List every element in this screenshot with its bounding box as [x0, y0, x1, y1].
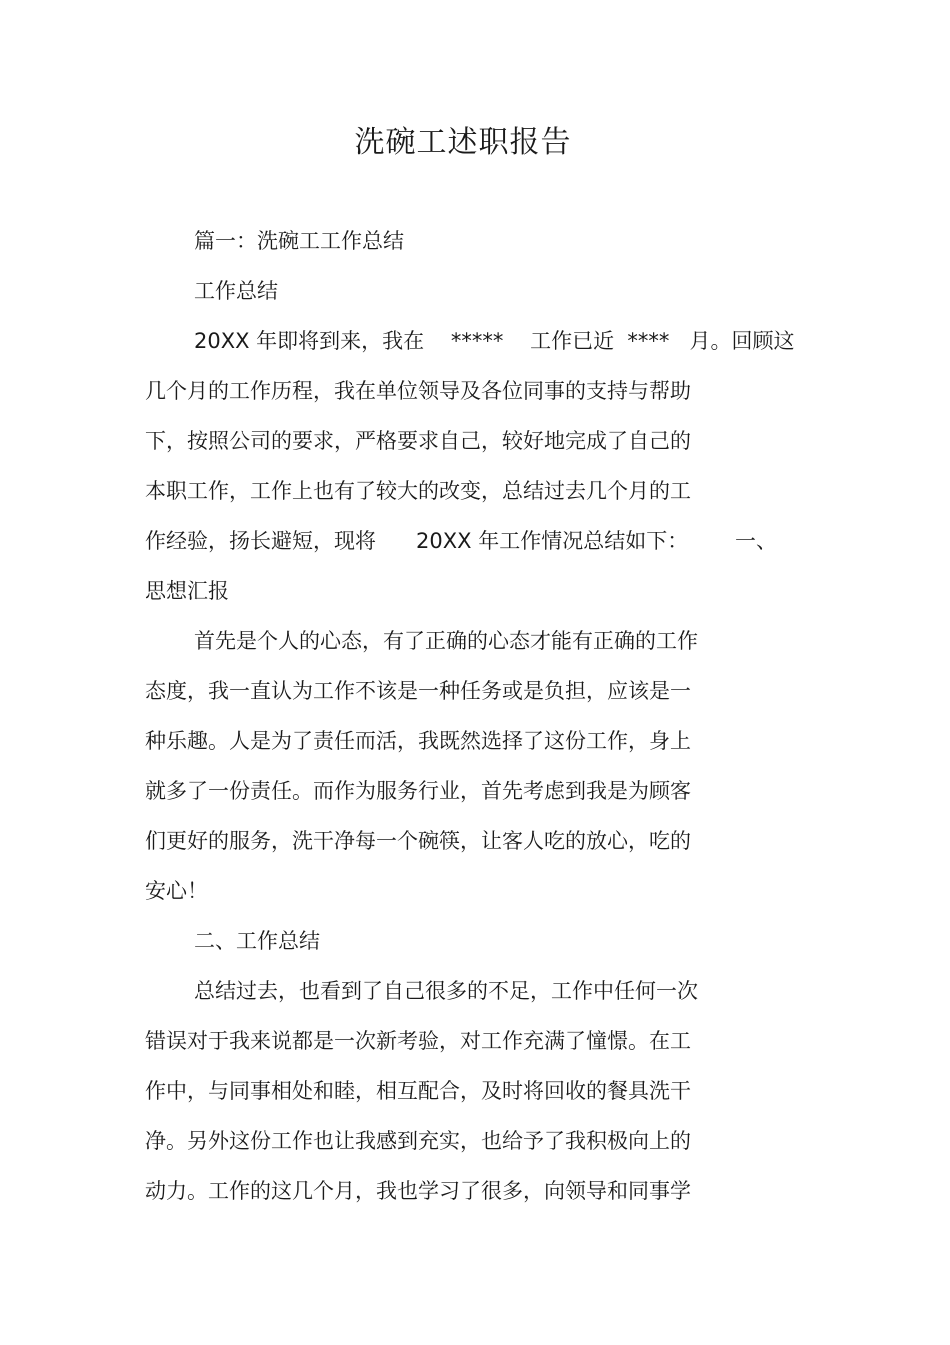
- paragraph-line: 作经验，扬长避短，现将 20XX 年工作情况总结如下： 一、: [145, 529, 777, 553]
- paragraph-line: 种乐趣。人是为了责任而活，我既然选择了这份工作，身上: [145, 729, 691, 753]
- paragraph-line: 错误对于我来说都是一次新考验，对工作充满了憧憬。在工: [145, 1029, 691, 1053]
- paragraph-line: 作中，与同事相处和睦，相互配合，及时将回收的餐具洗干: [145, 1079, 691, 1103]
- paragraph-line: 总结过去，也看到了自己很多的不足，工作中任何一次: [194, 979, 698, 1003]
- paragraph-line: 安心！: [145, 879, 208, 903]
- paragraph-line: 几个月的工作历程，我在单位领导及各位同事的支持与帮助: [145, 379, 691, 403]
- section-heading: 篇一：洗碗工工作总结: [194, 229, 404, 253]
- paragraph-line: 们更好的服务，洗干净每一个碗筷，让客人吃的放心，吃的: [145, 829, 691, 853]
- section-heading: 二、工作总结: [194, 929, 320, 953]
- paragraph-line: 下，按照公司的要求，严格要求自己，较好地完成了自己的: [145, 429, 691, 453]
- paragraph-line: 态度，我一直认为工作不该是一种任务或是负担，应该是一: [145, 679, 691, 703]
- paragraph-line: 净。另外这份工作也让我感到充实，也给予了我积极向上的: [145, 1129, 691, 1153]
- subheading: 工作总结: [194, 279, 278, 303]
- paragraph-line: 首先是个人的心态，有了正确的心态才能有正确的工作: [194, 629, 698, 653]
- paragraph-line: 动力。工作的这几个月，我也学习了很多，向领导和同事学: [145, 1179, 691, 1203]
- paragraph-line: 就多了一份责任。而作为服务行业，首先考虑到我是为顾客: [145, 779, 691, 803]
- paragraph-line: 思想汇报: [145, 579, 229, 603]
- paragraph-line: 20XX 年即将到来，我在 ***** 工作已近 **** 月。回顾这: [194, 329, 795, 353]
- document-title: 洗碗工述职报告: [354, 125, 572, 160]
- paragraph-line: 本职工作，工作上也有了较大的改变，总结过去几个月的工: [145, 479, 691, 503]
